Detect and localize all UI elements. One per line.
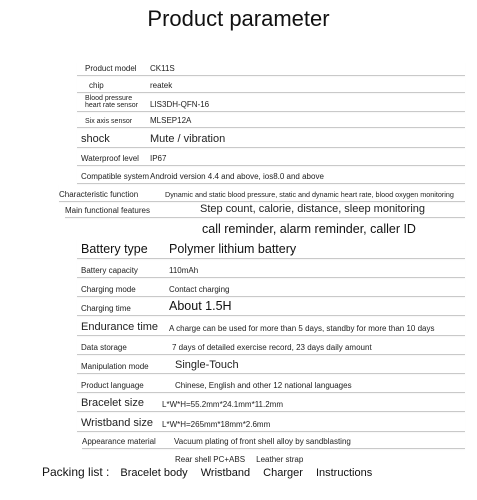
row-label: Compatible system — [81, 172, 150, 181]
row-appearance — [82, 432, 465, 449]
packing-item: Charger — [263, 467, 303, 479]
row-label: Charging time — [81, 304, 131, 313]
row-label: Wristband size — [81, 417, 153, 429]
row-value: 110mAh — [169, 266, 199, 275]
packing-list-label: Packing list : — [42, 465, 110, 479]
row-value: Step count, calorie, distance, sleep monitoring — [200, 203, 426, 215]
row-shock — [77, 128, 465, 148]
row-waterproof — [77, 148, 465, 166]
row-label: chip — [89, 81, 104, 90]
row-value: CK11S — [150, 64, 175, 73]
row-value: L*W*H=265mm*18mm*2.6mm — [162, 420, 271, 429]
row-bp-sensor — [77, 93, 465, 112]
row-charging-mode — [77, 278, 465, 297]
row-endurance — [77, 316, 465, 336]
row-data-storage — [77, 336, 465, 355]
row-value: MLSEP12A — [150, 116, 192, 125]
row-compatible — [77, 166, 465, 184]
row-battery-type — [77, 239, 465, 259]
row-main-features — [65, 202, 465, 218]
row-label: Product language — [81, 381, 144, 390]
row-label: Product model — [85, 64, 137, 73]
row-value: Vacuum plating of front shell alloy by sandblasting — [174, 437, 351, 446]
row-label: Charging mode — [81, 285, 136, 294]
row-label: Endurance time — [81, 321, 159, 333]
row-label: Data storage — [81, 343, 127, 352]
row-manipulation — [77, 355, 465, 374]
packing-item: Instructions — [315, 467, 373, 479]
row-chip — [77, 76, 465, 93]
row-value: reatek — [150, 81, 173, 90]
packing-list — [42, 465, 382, 479]
row-label: shock — [81, 133, 110, 145]
row-label: Appearance material — [82, 437, 156, 446]
row-label: Manipulation mode — [81, 362, 149, 371]
row-value: Contact charging — [169, 285, 230, 294]
row-product-language — [77, 374, 465, 393]
row-characteristic — [59, 184, 465, 202]
row-value: Rear shell PC+ABS Leather strap — [175, 455, 304, 464]
row-label: Blood pressure heart rate sensor — [85, 95, 138, 109]
row-label: Characteristic function — [59, 190, 139, 199]
row-value: Single-Touch — [175, 359, 239, 371]
row-value: Android version 4.4 and above, ios8.0 and above — [150, 172, 324, 181]
row-product-model — [77, 62, 465, 76]
row-label: Waterproof level — [81, 154, 139, 163]
row-label: Battery capacity — [81, 266, 138, 275]
row-value: L*W*H=55.2mm*24.1mm*11.2mm — [162, 400, 284, 409]
row-main-features-cont — [77, 218, 465, 239]
row-value: A charge can be used for more than 5 days, standby for more than 10 days — [169, 324, 435, 333]
row-label: Battery type — [81, 242, 148, 256]
packing-item: Wristband — [200, 467, 251, 479]
row-value: Chinese, English and other 12 national languages — [175, 381, 352, 390]
row-wristband-size — [77, 412, 465, 432]
parameter-table — [59, 62, 465, 467]
row-value: LIS3DH-QFN-16 — [150, 100, 210, 109]
row-charging-time — [77, 297, 465, 316]
row-value: IP67 — [150, 154, 167, 163]
row-value: Mute / vibration — [150, 133, 226, 145]
row-label: Bracelet size — [81, 397, 144, 409]
row-battery-capacity — [77, 259, 465, 278]
row-value: Polymer lithium battery — [169, 242, 297, 256]
row-label: Main functional features — [65, 206, 150, 215]
row-value: About 1.5H — [169, 299, 232, 313]
row-bracelet-size — [77, 393, 465, 412]
row-six-axis — [77, 112, 465, 128]
packing-item: Bracelet body — [120, 467, 188, 479]
page-title: Product parameter — [147, 6, 330, 31]
row-value: call reminder, alarm reminder, caller ID — [202, 222, 416, 236]
row-label: Six axis sensor — [85, 118, 133, 125]
row-value: Dynamic and static blood pressure, static and dynamic heart rate, blood oxygen monitoring — [165, 190, 454, 199]
row-value: 7 days of detailed exercise record, 23 days daily amount — [172, 343, 372, 352]
